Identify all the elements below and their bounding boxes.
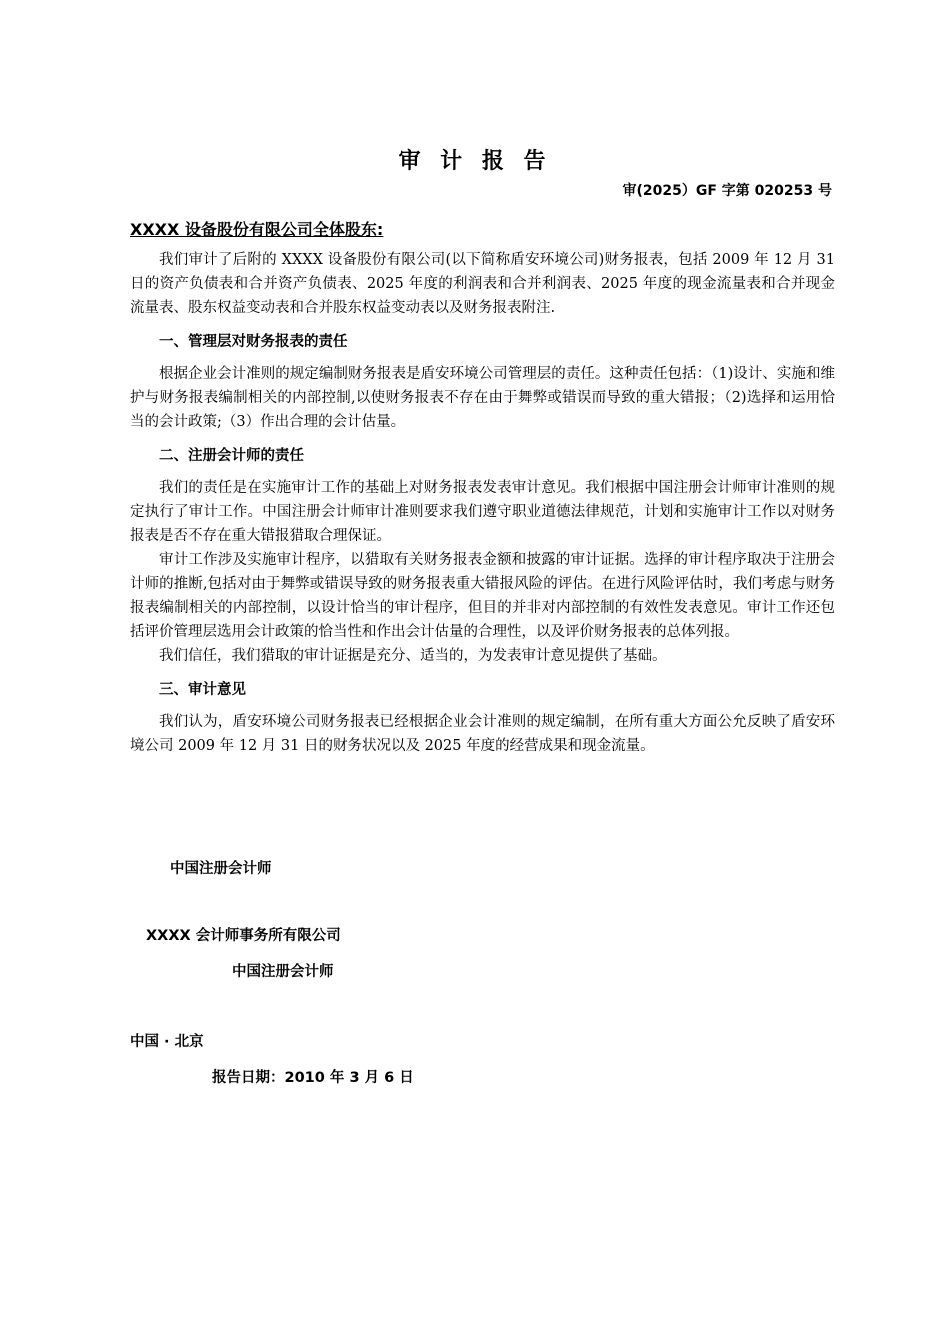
intro-paragraph: 我们审计了后附的 XXXX 设备股份有限公司(以下简称盾安环境公司)财务报表，包括 2009 年 12 月 31 日的资产负债表和合并资产负债表、2025 年度的利润表和合并利润表、2025 年度的现金流量表和合并现金流量表、股东权益变动表和合并股东权益变动表以及财务报表附注. bbox=[130, 252, 835, 316]
cpa-signature-1: 中国注册会计师 bbox=[170, 861, 272, 877]
firm-name: XXXX 会计师事务所有限公司 bbox=[146, 928, 341, 944]
section-heading-auditor: 二、注册会计师的责任 bbox=[159, 448, 304, 464]
report-body bbox=[130, 248, 835, 758]
audit-opinion-paragraph: 我们认为，盾安环境公司财务报表已经根据企业会计准则的规定编制，在所有重大方面公允反映了盾安环境公司 2009 年 12 月 31 日的财务状况以及 2025 年度的经营成果和现金流量。 bbox=[130, 714, 835, 754]
auditor-responsibility-paragraph-1: 我们的责任是在实施审计工作的基础上对财务报表发表审计意见。我们根据中国注册会计师审计准则的规定执行了审计工作。中国注册会计师审计准则要求我们遵守职业道德法律规范，计划和实施审计工作以对财务报表是否不存在重大错报猎取合理保证。 bbox=[130, 480, 835, 544]
document-number: 审(2025）GF 字第 020253 号 bbox=[622, 183, 832, 199]
cpa-signature-2: 中国注册会计师 bbox=[232, 964, 334, 980]
section-heading-opinion: 三、审计意见 bbox=[159, 682, 246, 698]
auditor-responsibility-paragraph-2: 审计工作涉及实施审计程序，以猎取有关财务报表金额和披露的审计证据。选择的审计程序取决于注册会计师的推断,包括对由于舞弊或错误导致的财务报表重大错报风险的评估。在进行风险评估时，我们考虑与财务报表编制相关的内部控制，以设计恰当的审计程序，但目的并非对内部控制的有效性发表意见。审计工作还包括评价管理层选用会计政策的恰当性和作出会计估量的合理性，以及评价财务报表的总体列报。 bbox=[130, 552, 835, 640]
section-heading-management: 一、管理层对财务报表的责任 bbox=[159, 334, 348, 350]
addressee: XXXX 设备股份有限公司全体股东: bbox=[130, 220, 384, 239]
location: 中国 · 北京 bbox=[130, 1034, 204, 1050]
auditor-responsibility-paragraph-3: 我们信任，我们猎取的审计证据是充分、适当的，为发表审计意见提供了基础。 bbox=[159, 648, 667, 664]
report-title: 审 计 报 告 bbox=[398, 149, 552, 174]
report-date: 报告日期：2010 年 3 月 6 日 bbox=[212, 1070, 414, 1086]
management-responsibility-paragraph: 根据企业会计准则的规定编制财务报表是盾安环境公司管理层的责任。这种责任包括：（1)设计、实施和维护与财务报表编制相关的内部控制,以使财务报表不存在由于舞弊或错误而导致的重大错报；（2)选择和运用恰当的会计政策;（3）作出合理的会计估量。 bbox=[130, 366, 835, 430]
